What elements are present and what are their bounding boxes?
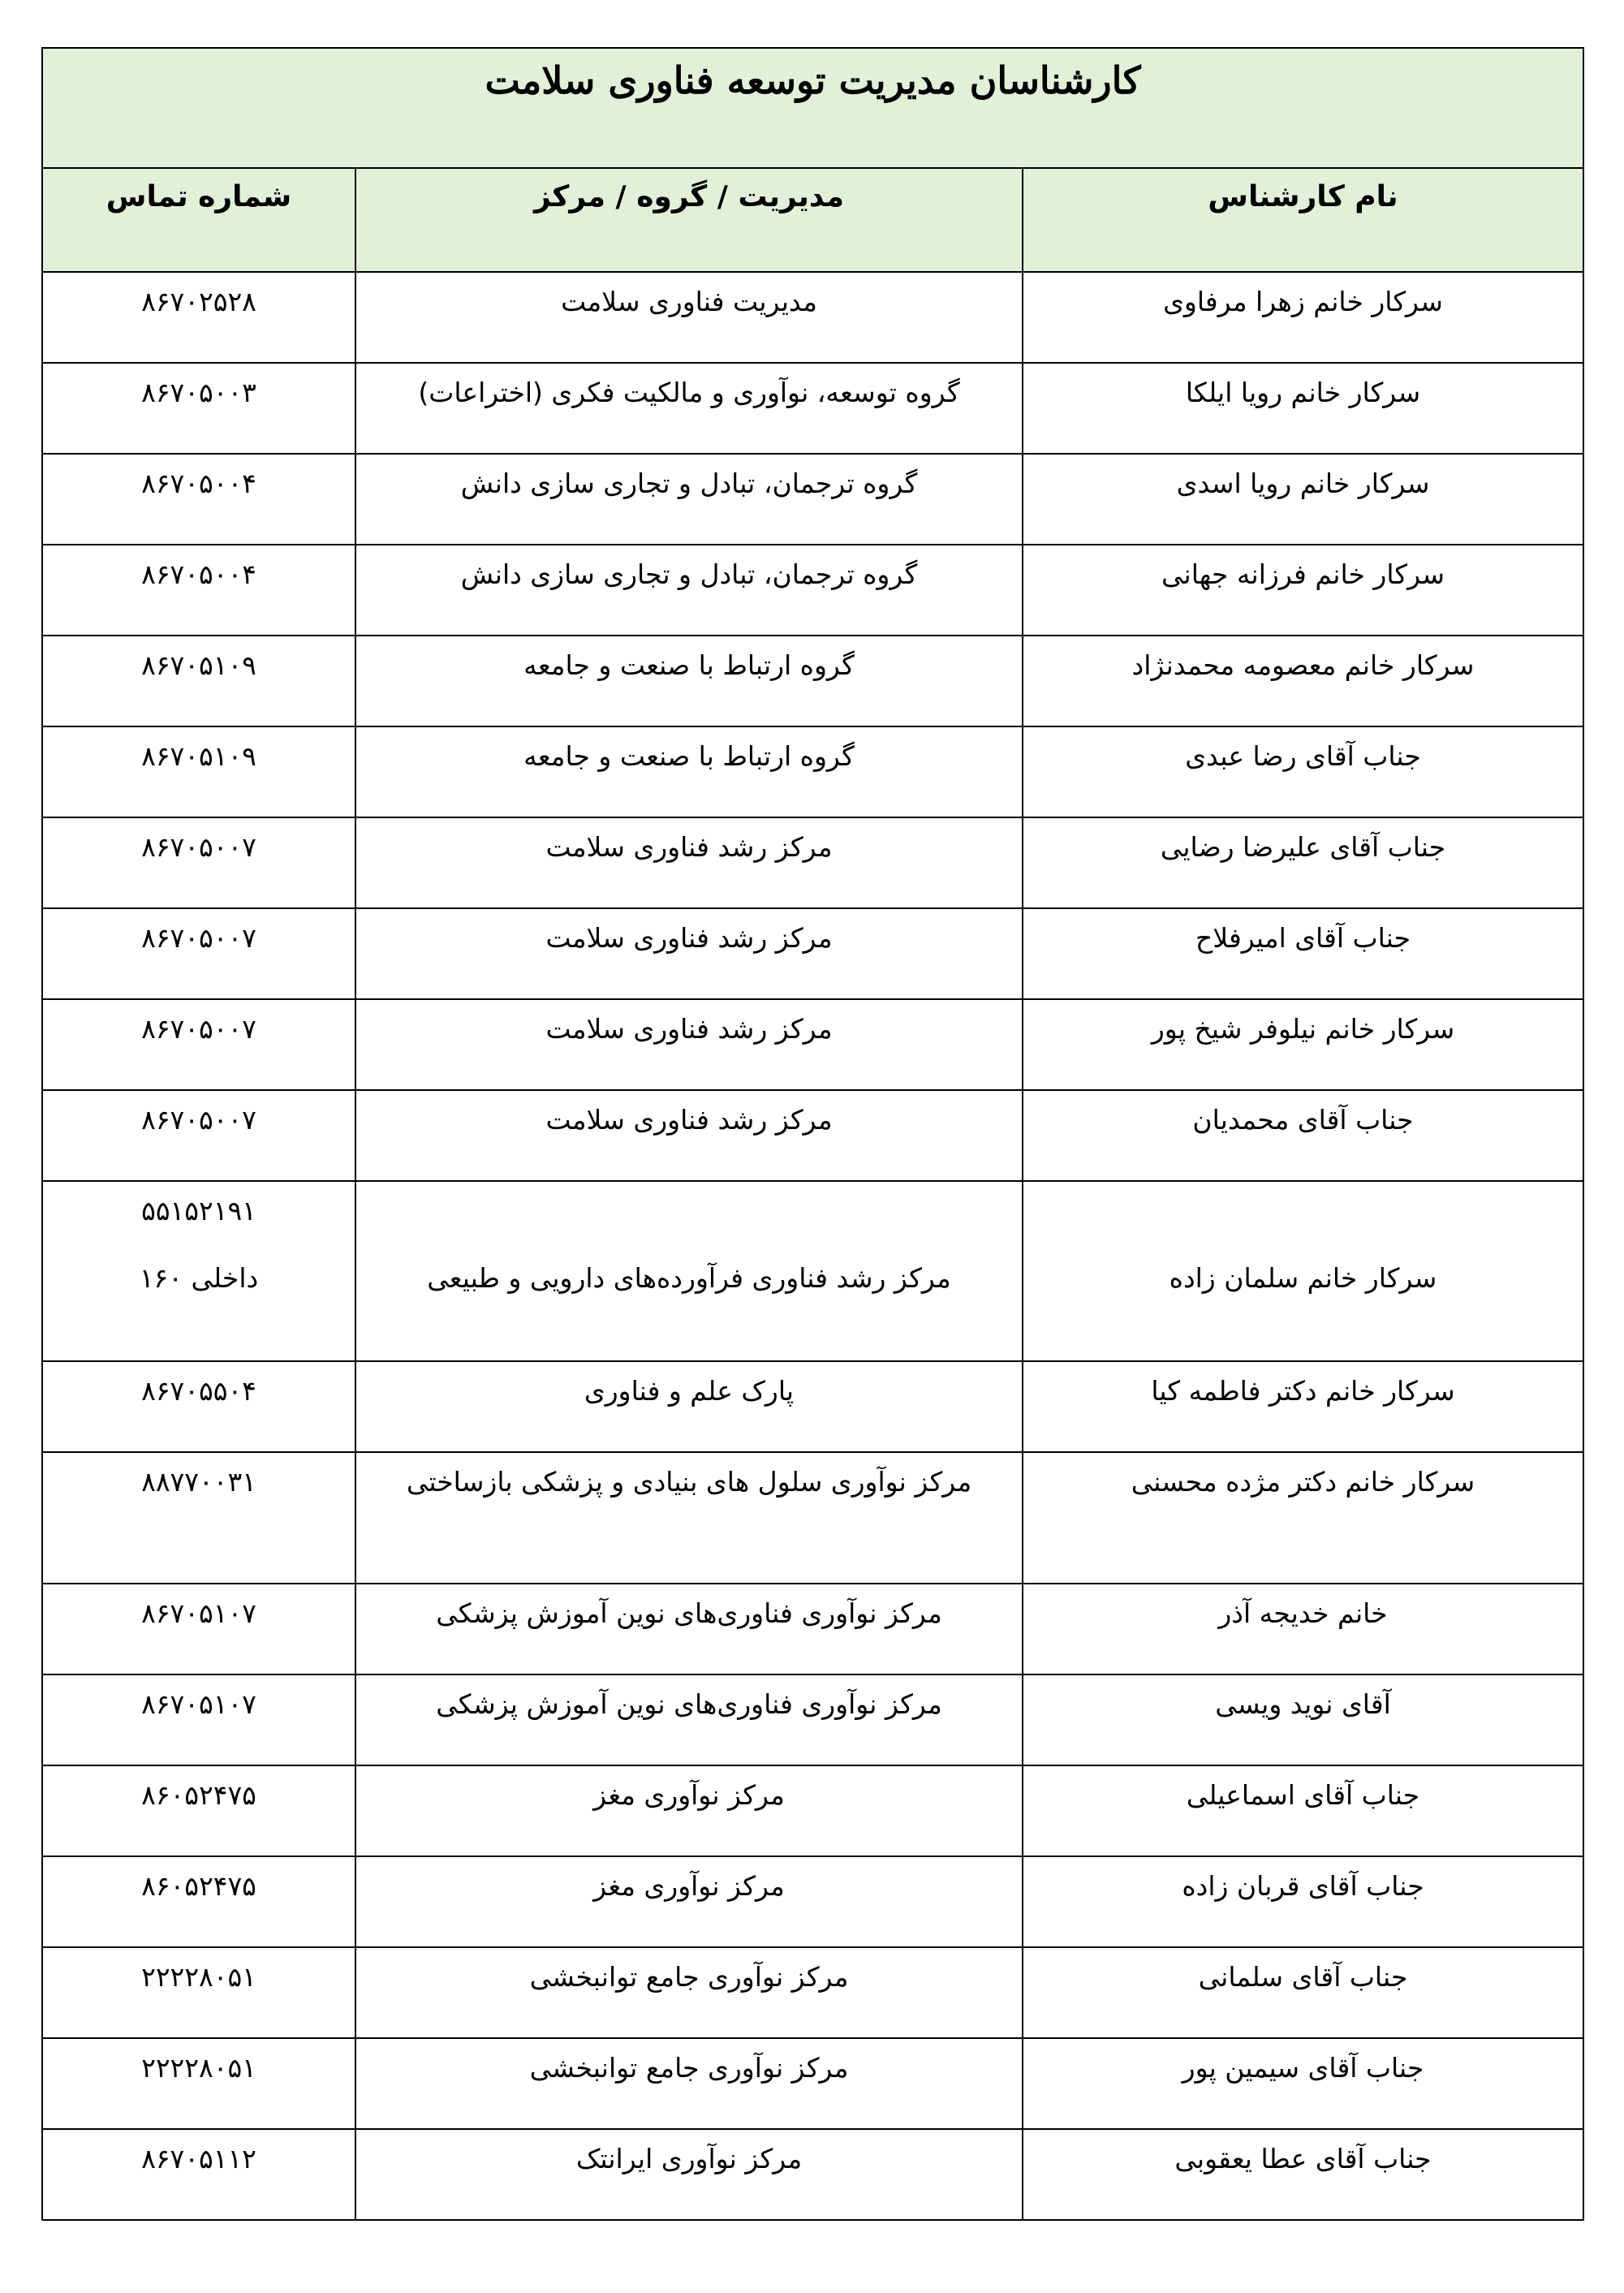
cell-dept: مرکز رشد فناوری سلامت (355, 817, 1023, 908)
cell-phone: ۸۶۷۰۵۱۰۹ (42, 636, 355, 726)
cell-name: جناب آقای رضا عبدی (1023, 726, 1583, 817)
cell-dept: مرکز نوآوری فناوری‌های نوین آموزش پزشکی (355, 1584, 1023, 1674)
cell-phone: ۲۲۲۲۸۰۵۱ (42, 2038, 355, 2129)
cell-phone: ۸۶۷۰۵۵۰۴ (42, 1361, 355, 1452)
cell-dept: مرکز نوآوری فناوری‌های نوین آموزش پزشکی (355, 1674, 1023, 1765)
page-title: کارشناسان مدیریت توسعه فناوری سلامت (485, 58, 1141, 102)
cell-phone: ۸۶۷۰۵۰۰۷ (42, 1090, 355, 1181)
cell-phone: ۸۸۷۷۰۰۳۱ (42, 1452, 355, 1584)
table-row (42, 363, 1583, 454)
cell-dept: مرکز رشد فناوری فرآورده‌های دارویی و طبیعی (355, 1181, 1023, 1361)
cell-name: سرکار خانم دکتر مژده محسنی (1023, 1452, 1583, 1584)
cell-name: سرکار خانم نیلوفر شیخ پور (1023, 999, 1583, 1090)
cell-name: خانم خدیجه آذر (1023, 1584, 1583, 1674)
cell-name: جناب آقای عطا یعقوبی (1023, 2129, 1583, 2220)
header-name: نام کارشناس (1023, 168, 1583, 272)
cell-phone: ۸۶۰۵۲۴۷۵ (42, 1856, 355, 1947)
table-row (42, 908, 1583, 999)
cell-name: جناب آقای علیرضا رضایی (1023, 817, 1583, 908)
cell-name: آقای نوید ویسی (1023, 1674, 1583, 1765)
cell-dept: مرکز نوآوری مغز (355, 1765, 1023, 1856)
table-row (42, 1090, 1583, 1181)
cell-phone: ۸۶۷۰۵۱۰۷ (42, 1674, 355, 1765)
table-row (42, 2038, 1583, 2129)
table-row (42, 726, 1583, 817)
table-row (42, 999, 1583, 1090)
cell-name: جناب آقای قربان زاده (1023, 1856, 1583, 1947)
experts-table (41, 47, 1584, 2221)
table-row (42, 2129, 1583, 2220)
cell-phone: ۸۶۷۰۵۰۰۳ (42, 363, 355, 454)
cell-phone: ۵۵۱۵۲۱۹۱ داخلی ۱۶۰ (42, 1181, 355, 1361)
table-row (42, 454, 1583, 545)
document-page (41, 47, 1583, 2221)
table-row (42, 1856, 1583, 1947)
table-row (42, 1452, 1583, 1584)
cell-dept: گروه توسعه، نوآوری و مالکیت فکری (اختراعات) (355, 363, 1023, 454)
cell-name: جناب آقای اسماعیلی (1023, 1765, 1583, 1856)
table-row (42, 1181, 1583, 1361)
cell-name: جناب آقای محمدیان (1023, 1090, 1583, 1181)
table-row (42, 1584, 1583, 1674)
cell-dept: مرکز نوآوری سلول های بنیادی و پزشکی بازساختی (355, 1452, 1023, 1584)
cell-dept: مرکز نوآوری جامع توانبخشی (355, 2038, 1023, 2129)
cell-phone: ۸۶۷۰۵۰۰۴ (42, 545, 355, 636)
cell-name: سرکار خانم فرزانه جهانی (1023, 545, 1583, 636)
cell-dept: مدیریت فناوری سلامت (355, 272, 1023, 363)
table-row (42, 1361, 1583, 1452)
cell-dept: مرکز رشد فناوری سلامت (355, 1090, 1023, 1181)
cell-dept: مرکز نوآوری مغز (355, 1856, 1023, 1947)
cell-dept: مرکز نوآوری جامع توانبخشی (355, 1947, 1023, 2038)
table-row (42, 545, 1583, 636)
cell-dept: پارک علم و فناوری (355, 1361, 1023, 1452)
cell-dept: گروه ارتباط با صنعت و جامعه (355, 726, 1023, 817)
cell-name: سرکار خانم سلمان زاده (1023, 1181, 1583, 1361)
cell-phone: ۸۶۷۰۵۰۰۷ (42, 999, 355, 1090)
table-title-cell (42, 48, 1583, 168)
phone-extension: داخلی ۱۶۰ (139, 1262, 259, 1294)
cell-dept: گروه ترجمان، تبادل و تجاری سازی دانش (355, 545, 1023, 636)
cell-name: سرکار خانم رویا اسدی (1023, 454, 1583, 545)
table-row (42, 1947, 1583, 2038)
cell-phone: ۸۶۷۰۵۰۰۷ (42, 817, 355, 908)
table-row (42, 1765, 1583, 1856)
cell-dept: گروه ارتباط با صنعت و جامعه (355, 636, 1023, 726)
cell-dept: مرکز نوآوری ایرانتک (355, 2129, 1023, 2220)
cell-dept: مرکز رشد فناوری سلامت (355, 999, 1023, 1090)
table-row (42, 817, 1583, 908)
cell-name: سرکار خانم رویا ایلکا (1023, 363, 1583, 454)
cell-phone: ۸۶۷۰۵۱۰۷ (42, 1584, 355, 1674)
header-row (42, 168, 1583, 272)
cell-name: سرکار خانم معصومه محمدنژاد (1023, 636, 1583, 726)
table-row (42, 272, 1583, 363)
cell-name: جناب آقای سلمانی (1023, 1947, 1583, 2038)
cell-dept: مرکز رشد فناوری سلامت (355, 908, 1023, 999)
cell-name: سرکار خانم زهرا مرفاوی (1023, 272, 1583, 363)
cell-phone: ۸۶۷۰۵۰۰۷ (42, 908, 355, 999)
cell-phone: ۸۶۷۰۵۱۰۹ (42, 726, 355, 817)
cell-name: سرکار خانم دکتر فاطمه کیا (1023, 1361, 1583, 1452)
cell-phone: ۲۲۲۲۸۰۵۱ (42, 1947, 355, 2038)
header-phone: شماره تماس (42, 168, 355, 272)
table-row (42, 1674, 1583, 1765)
cell-phone: ۸۶۰۵۲۴۷۵ (42, 1765, 355, 1856)
cell-phone: ۸۶۷۰۲۵۲۸ (42, 272, 355, 363)
cell-name: جناب آقای سیمین پور (1023, 2038, 1583, 2129)
header-dept: مدیریت / گروه / مرکز (355, 168, 1023, 272)
cell-phone: ۸۶۷۰۵۰۰۴ (42, 454, 355, 545)
cell-name: جناب آقای امیرفلاح (1023, 908, 1583, 999)
cell-dept: گروه ترجمان، تبادل و تجاری سازی دانش (355, 454, 1023, 545)
table-row (42, 636, 1583, 726)
cell-phone: ۸۶۷۰۵۱۱۲ (42, 2129, 355, 2220)
